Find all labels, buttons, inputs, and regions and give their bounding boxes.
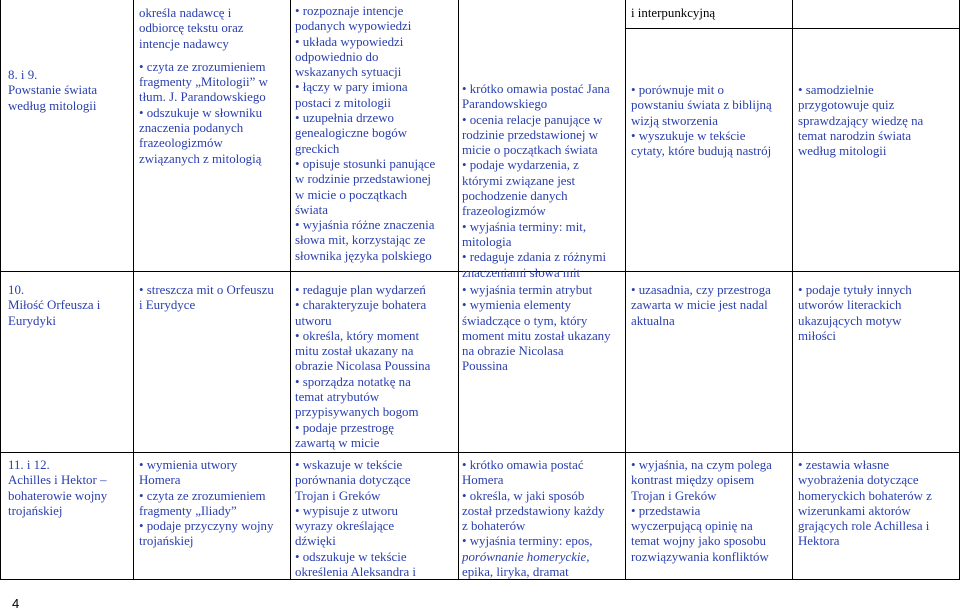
cell-line: Homera — [462, 473, 504, 488]
topic-line: Achilles i Hektor – — [8, 473, 107, 488]
requirements-basic-cell — [139, 283, 287, 314]
lesson-topic-cell — [8, 458, 130, 519]
cell-line: • uzupełnia drzewo — [295, 111, 395, 126]
cell-line: epika, liryka, dramat — [462, 565, 569, 580]
cell-line: • sporządza notatkę na — [295, 374, 411, 389]
cell-line: mitologia — [462, 234, 512, 249]
topic-line: trojańskiej — [8, 503, 63, 518]
cell-line: i interpunkcyjną — [631, 6, 716, 20]
topic-line: 8. i 9. — [8, 68, 38, 82]
cell-line: na obrazie Nicolasa — [462, 344, 564, 359]
cell-line: miłości — [798, 328, 836, 343]
cell-line: • czyta ze zrozumieniem — [139, 59, 266, 74]
topic-line: 11. i 12. — [8, 458, 50, 472]
cell-line: • ocenia relacje panujące w — [462, 112, 603, 127]
cell-line: • wyszukuje w tekście — [631, 128, 746, 143]
cell-line: rodzinie przedstawionej w — [462, 127, 599, 142]
cell-line: • wyjaśnia, na czym polega — [631, 458, 772, 472]
cell-line: • podaje tytuły innych — [798, 283, 912, 297]
cell-line: trojańskiej — [139, 534, 194, 549]
requirements-very-good-cell — [631, 458, 791, 565]
cell-line: określa nadawcę i — [139, 6, 232, 20]
cell-line: świadczące o tym, który — [462, 313, 588, 328]
column-divider — [792, 0, 793, 580]
cell-line: w micie o początkach — [295, 187, 408, 202]
cell-line: przypisywanych bogom — [295, 405, 419, 420]
cell-line: wizerunkami aktorów — [798, 503, 911, 518]
cell-line: sprawdzający wiedzę na — [798, 113, 924, 128]
cell-line: • wypisuje z utworu — [295, 503, 398, 518]
cell-line: • przedstawia — [631, 503, 701, 518]
requirements-basic-cell — [139, 6, 287, 167]
lesson-topic-cell — [8, 283, 130, 329]
cell-line: podanych wypowiedzi — [295, 19, 412, 34]
cell-line: powstaniu świata z biblijną — [631, 98, 772, 113]
cell-line: odpowiednio do — [295, 49, 379, 64]
cell-line: znaczeniami słowa mit — [462, 265, 581, 280]
cell-line: • podaje wydarzenia, z — [462, 158, 579, 173]
requirements-very-good-cell — [631, 283, 791, 329]
cell-line: intencje nadawcy — [139, 36, 229, 51]
requirements-excellent-cell — [798, 283, 956, 344]
cell-line: Homera — [139, 473, 181, 488]
spacer — [139, 52, 287, 60]
cell-line: • krótko omawia postać Jana — [462, 82, 610, 96]
topic-line: Powstanie świata — [8, 83, 98, 98]
column-divider — [458, 0, 459, 580]
cell-line: Hektora — [798, 534, 840, 549]
cell-line: • rozpoznaje intencje — [295, 4, 404, 18]
cell-line: cytaty, które budują nastrój — [631, 144, 772, 159]
cell-line: utworu — [295, 313, 332, 328]
cell-line: • streszcza mit o Orfeuszu — [139, 283, 274, 297]
cell-line: • uzasadnia, czy przestroga — [631, 283, 771, 297]
cell-line: moment mitu został ukazany — [462, 328, 611, 343]
cell-line: rozwiązywania konfliktów — [631, 549, 769, 564]
requirements-excellent-cell — [798, 83, 956, 159]
topic-line: 10. — [8, 283, 25, 297]
cell-line: aktualna — [631, 313, 675, 328]
cell-line: • zestawia własne — [798, 458, 890, 472]
cell-line: przygotowuje quiz — [798, 98, 895, 113]
cell-line: • redaguje zdania z różnymi — [462, 250, 607, 265]
cell-line: Trojan i Greków — [295, 488, 381, 503]
row-divider — [625, 28, 960, 29]
cell-line: wyczerpującą opinię na — [631, 519, 753, 534]
cell-line: homeryckich bohaterów z — [798, 488, 932, 503]
cell-line: • porównuje mit o — [631, 83, 724, 97]
cell-line: genealogiczne bogów — [295, 126, 408, 141]
requirements-good-cell — [462, 82, 622, 281]
cell-line: w rodzinie przedstawionej — [295, 172, 432, 187]
column-divider — [290, 0, 291, 580]
cell-line: z bohaterów — [462, 519, 526, 534]
cell-line: obrazie Nicolasa Poussina — [295, 359, 431, 374]
cell-line: • odszukuje w tekście — [295, 549, 407, 564]
cell-line: • wyjaśnia różne znaczenia — [295, 218, 435, 233]
cell-line: tłum. J. Parandowskiego — [139, 90, 266, 105]
cell-line: świata — [295, 202, 328, 217]
requirements-sufficient-cell — [295, 458, 455, 580]
cell-line: według mitologii — [798, 144, 887, 159]
cell-line: temat narodzin świata — [798, 128, 912, 143]
cell-line: znaczenia podanych — [139, 121, 244, 136]
cell-line: wyobrażenia dotyczące — [798, 473, 919, 488]
column-divider — [133, 0, 134, 580]
cell-line: kontrast między opisem — [631, 473, 755, 488]
page-number: 4 — [12, 596, 20, 611]
topic-line: Eurydyki — [8, 313, 56, 328]
cell-line: • określa, który moment — [295, 328, 420, 343]
cell-line: fragmenty „Iliady” — [139, 503, 237, 518]
topic-line: Miłość Orfeusza i — [8, 298, 101, 313]
row-divider — [0, 452, 960, 453]
cell-line: ukazujących motyw — [798, 313, 902, 328]
cell-line: wizją stworzenia — [631, 113, 718, 128]
cell-line: • podaje przyczyny wojny — [139, 519, 274, 534]
cell-line: frazeologizmów — [139, 136, 223, 151]
cell-line: został przedstawiony każdy — [462, 503, 605, 518]
cell-line: • redaguje plan wydarzeń — [295, 283, 426, 297]
cell-line: pochodzenie danych — [462, 189, 568, 204]
cell-line: • wymienia utwory — [139, 458, 238, 472]
cell-line: zawarta w micie jest nadal — [631, 298, 768, 313]
cell-line: • wyjaśnia terminy: mit, — [462, 219, 587, 234]
cell-line: greckich — [295, 141, 340, 156]
cell-line: • krótko omawia postać — [462, 458, 584, 472]
cell-line: • charakteryzuje bohatera — [295, 298, 427, 313]
cell-line: • wyjaśnia termin atrybut — [462, 283, 593, 297]
cell-line: Trojan i Greków — [631, 488, 717, 503]
cell-line: frazeologizmów — [462, 204, 546, 219]
requirements-very-good-cell — [631, 83, 791, 159]
cell-line: micie o początkach świata — [462, 143, 598, 158]
cell-line: słownika języka polskiego — [295, 248, 432, 263]
column-divider — [625, 0, 626, 580]
cell-line: • opisuje stosunki panujące — [295, 156, 436, 171]
cell-line: fragmenty „Mitologii” w — [139, 75, 268, 90]
cell-line: • układa wypowiedzi — [295, 34, 404, 49]
cell-line: • odszukuje w słowniku — [139, 105, 263, 120]
cell-line: słowa mit, korzystając ze — [295, 233, 426, 248]
cell-line: związanych z mitologią — [139, 151, 262, 166]
cell-line: odbiorcę tekstu oraz — [139, 21, 244, 36]
cell-line: postaci z mitologii — [295, 95, 391, 110]
cell-line: • wskazuje w tekście — [295, 458, 403, 472]
cell-line: wyrazy określające — [295, 519, 395, 534]
cell-line: określenia Aleksandra i — [295, 565, 416, 580]
cell-line: grających role Achillesa i — [798, 519, 930, 534]
topic-line: według mitologii — [8, 98, 97, 113]
cell-line: • podaje przestrogę — [295, 420, 395, 435]
cell-line: którymi związane jest — [462, 173, 576, 188]
cell-line: mitu został ukazany na — [295, 344, 414, 359]
cell-line: utworów literackich — [798, 298, 902, 313]
continued-text-cell — [631, 6, 789, 21]
requirements-basic-cell — [139, 458, 287, 550]
cell-line: • wyjaśnia terminy: epos, — [462, 534, 593, 549]
cell-line: porównanie homeryckie, — [462, 549, 590, 564]
cell-line: • samodzielnie — [798, 83, 874, 97]
cell-line: wskazanych sytuacji — [295, 65, 402, 80]
lesson-topic-cell — [8, 68, 130, 114]
table-border-left — [0, 0, 1, 580]
requirements-excellent-cell — [798, 458, 956, 550]
requirements-sufficient-cell — [295, 283, 455, 451]
cell-line: zawartą w micie — [295, 435, 380, 450]
cell-line: • określa, w jaki sposób — [462, 488, 585, 503]
topic-line: bohaterowie wojny — [8, 488, 108, 503]
requirements-good-cell — [462, 283, 622, 375]
cell-line: • łączy w pary imiona — [295, 80, 408, 95]
cell-line: Parandowskiego — [462, 97, 548, 112]
requirements-sufficient-cell — [295, 4, 455, 264]
cell-line: • czyta ze zrozumieniem — [139, 488, 266, 503]
cell-line: temat atrybutów — [295, 390, 380, 405]
cell-line: temat wojny jako sposobu — [631, 534, 766, 549]
cell-line: dźwięki — [295, 534, 336, 549]
cell-line: i Eurydyce — [139, 298, 196, 313]
cell-line: • wymienia elementy — [462, 298, 572, 313]
cell-line: porównania dotyczące — [295, 473, 411, 488]
cell-line: Poussina — [462, 359, 508, 374]
requirements-good-cell — [462, 458, 622, 580]
